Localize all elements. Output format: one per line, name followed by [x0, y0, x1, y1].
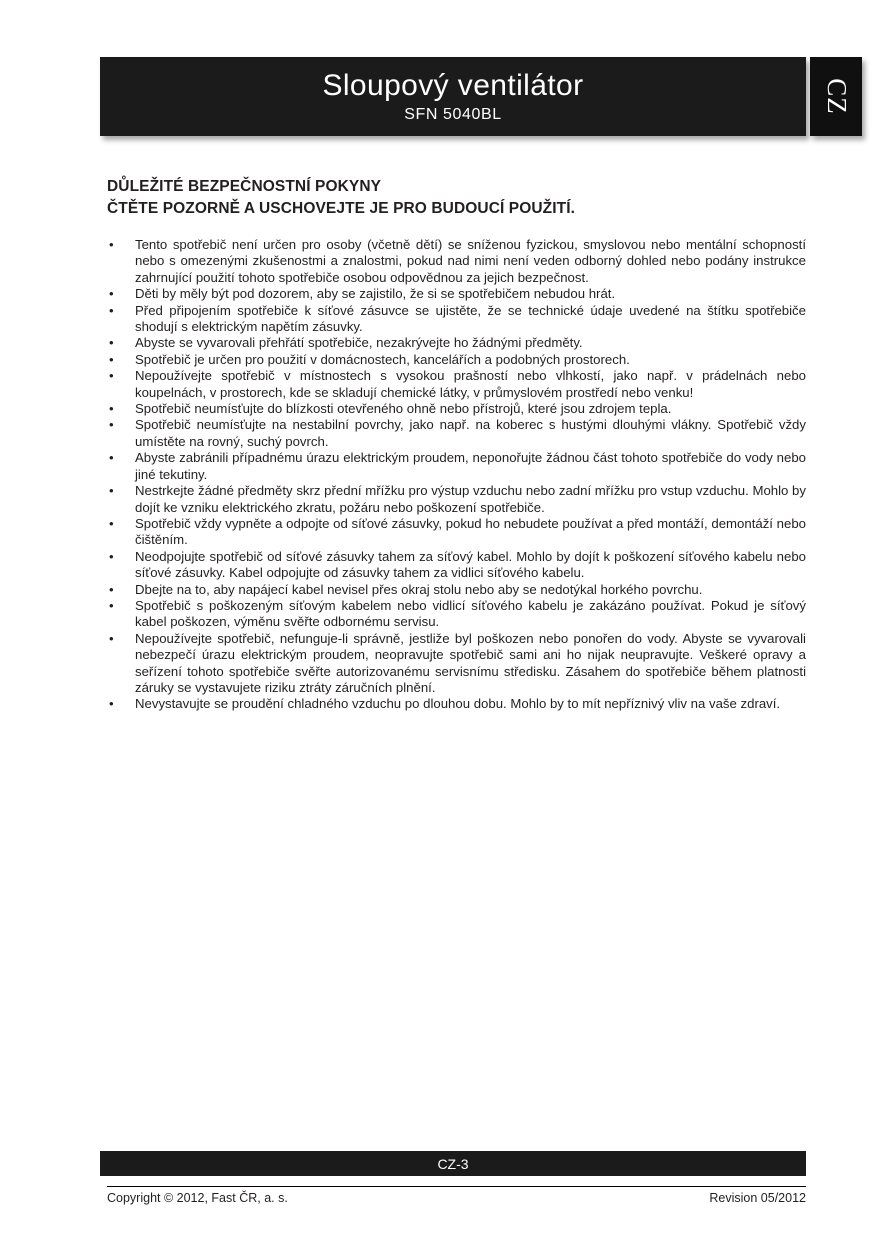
- safety-bullet-item: • Abyste zabránili případnému úrazu elektrickým proudem, neponořujte žádnou část tohoto spotřebiče do vody nebo jiné tekutiny.: [107, 450, 806, 483]
- safety-bullet-item: • Nestrkejte žádné předměty skrz přední mřížku pro výstup vzduchu nebo zadní mřížku pro vstup vzduchu. Mohlo by dojít ke vzniku elektrického zkratu, požáru nebo poškození spotřebiče.: [107, 483, 806, 516]
- safety-bullet-item: • Tento spotřebič není určen pro osoby (včetně dětí) se sníženou fyzickou, smyslovou nebo mentální schopností nebo s omezenými zkušenostmi a znalostmi, pokud nad nimi není veden odborný dohled nebo podány instrukce zahrnující použití tohoto spotřebiče osobou odpovědnou za jejich bezpečnost.: [107, 237, 806, 286]
- safety-bullet-item: • Nepoužívejte spotřebič v místnostech s vysokou prašností nebo vlhkostí, jako např. v prádelnách nebo koupelnách, v prostorech, kde se skladují chemické látky, v průmyslovém prostředí nebo venku!: [107, 368, 806, 401]
- safety-bullet-item: • Nevystavujte se proudění chladného vzduchu po dlouhou dobu. Mohlo by to mít nepříznivý vliv na vaše zdraví.: [107, 696, 806, 712]
- safety-bullet-item: • Nepoužívejte spotřebič, nefunguje-li správně, jestliže byl poškozen nebo ponořen do vody. Abyste se vyvarovali nebezpečí úrazu elektrickým proudem, neopravujte spotřebič sami ani ho nijak neupravujte. Veškeré opravy a seřízení tohoto spotřebiče svěřte autorizovanému servisnímu středisku. Zásahem do spotřebiče během platnosti záruky se vystavujete riziku ztráty záručních plnění.: [107, 631, 806, 697]
- page-number-bar: [100, 1151, 806, 1176]
- title-bar: [100, 57, 806, 136]
- heading-line-2: ČTĚTE POZORNĚ A USCHOVEJTE JE PRO BUDOUCÍ POUŽITÍ.: [107, 200, 576, 217]
- footer: [107, 1191, 806, 1205]
- safety-bullet-item: • Spotřebič neumísťujte do blízkosti otevřeného ohně nebo přístrojů, které jsou zdrojem tepla.: [107, 401, 806, 417]
- safety-bullet-item: • Spotřebič je určen pro použití v domácnostech, kancelářích a podobných prostorech.: [107, 352, 806, 368]
- safety-bullet-item: • Spotřebič vždy vypněte a odpojte od síťové zásuvky, pokud ho nebudete používat a před montáží, demontáží nebo čištěním.: [107, 516, 806, 549]
- copyright-text: Copyright © 2012, Fast ČR, a. s.: [107, 1191, 288, 1205]
- safety-bullet-item: • Spotřebič neumísťujte na nestabilní povrchy, jako např. na koberec s hustými dlouhými vlákny. Spotřebič vždy umístěte na rovný, suchý povrch.: [107, 417, 806, 450]
- content-area: [107, 176, 806, 713]
- safety-bullet-item: • Dbejte na to, aby napájecí kabel nevisel přes okraj stolu nebo aby se nedotýkal horkého povrchu.: [107, 582, 806, 598]
- safety-bullet-item: • Před připojením spotřebiče k síťové zásuvce se ujistěte, že se technické údaje uvedené na štítku spotřebiče shodují s elektrickým napětím zásuvky.: [107, 303, 806, 336]
- product-title: Sloupový ventilátor: [322, 69, 584, 102]
- section-heading: [107, 176, 806, 220]
- revision-text: Revision 05/2012: [709, 1191, 806, 1205]
- page-number: CZ-3: [437, 1155, 469, 1172]
- safety-bullet-item: • Spotřebič s poškozeným síťovým kabelem nebo vidlicí síťového kabelu je zakázáno používat. Pokud je síťový kabel poškozen, výměnu svěřte odbornému servisu.: [107, 598, 806, 631]
- safety-bullet-item: • Abyste se vyvarovali přehřátí spotřebiče, nezakrývejte ho žádnými předměty.: [107, 335, 806, 351]
- heading-line-1: DŮLEŽITÉ BEZPEČNOSTNÍ POKYNY: [107, 178, 382, 195]
- safety-bullet-item: • Děti by měly být pod dozorem, aby se zajistilo, že si se spotřebičem nebudou hrát.: [107, 286, 806, 302]
- language-tab: [810, 57, 862, 136]
- footer-divider: [107, 1186, 806, 1187]
- product-model: SFN 5040BL: [404, 106, 502, 123]
- safety-bullet-list: [107, 237, 806, 713]
- language-tab-label: CZ: [821, 78, 852, 115]
- safety-bullet-item: • Neodpojujte spotřebič od síťové zásuvky tahem za síťový kabel. Mohlo by dojít k poškození síťového kabelu nebo síťové zásuvky. Kabel odpojujte od zásuvky tahem za vidlici síťového kabelu.: [107, 549, 806, 582]
